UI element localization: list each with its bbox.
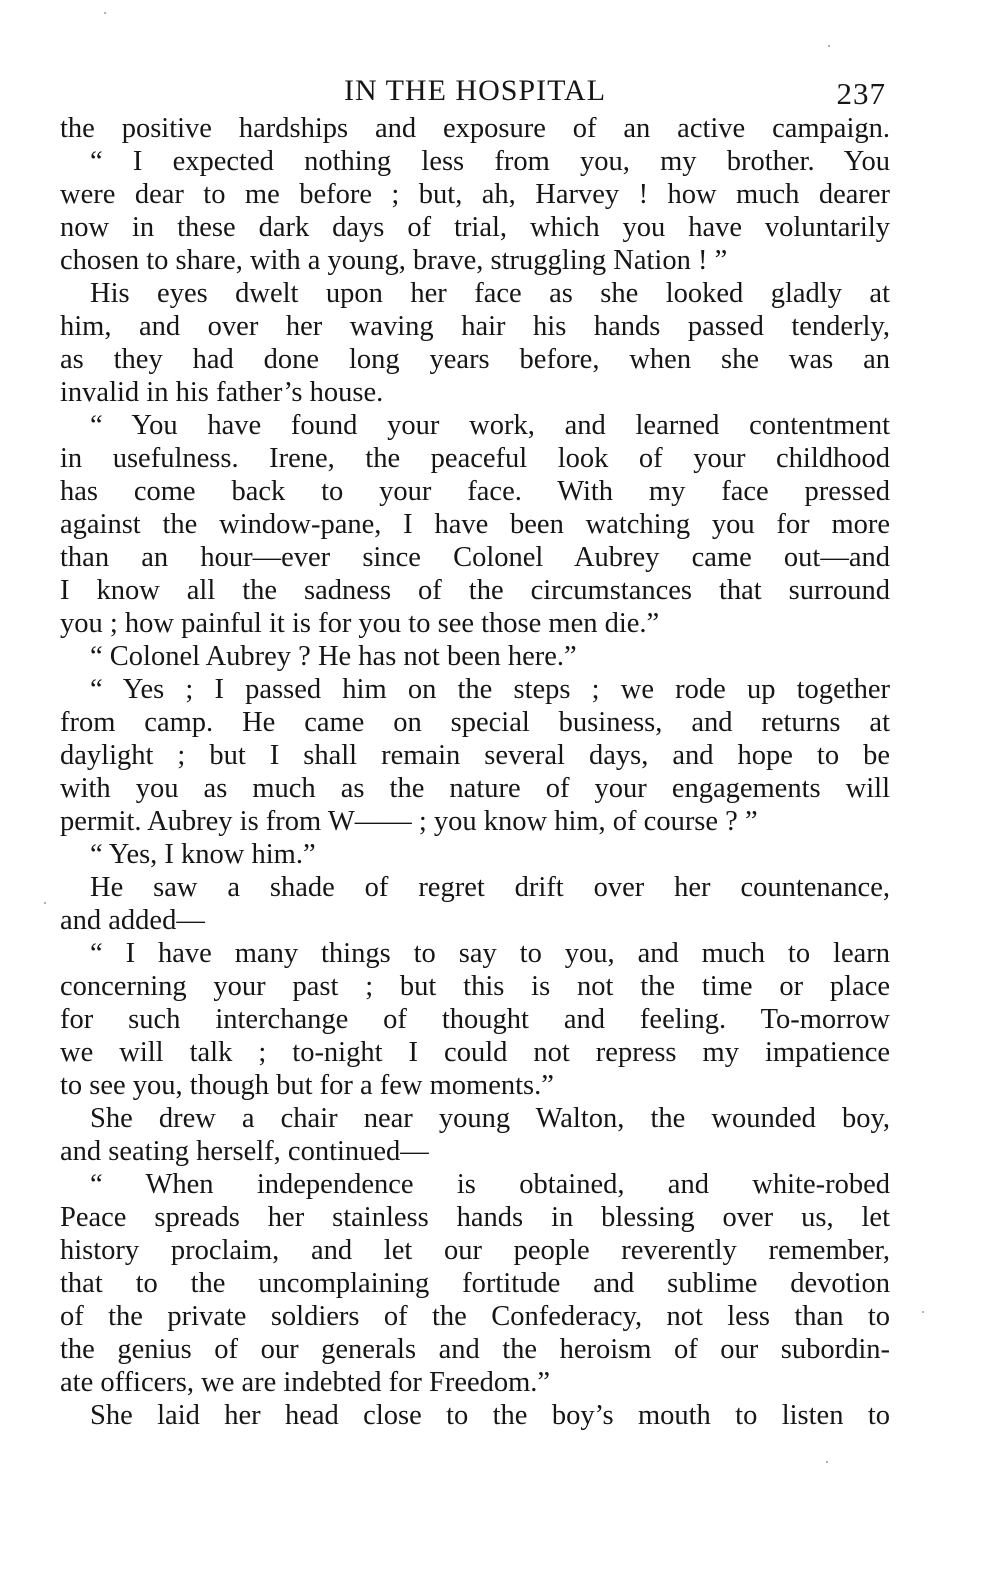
text-line: that to the uncomplaining fortitude and sublime devotion — [60, 1268, 890, 1299]
text-line: “ Yes ; I passed him on the steps ; we rode up together — [90, 674, 890, 705]
text-line: to see you, though but for a few moments.” — [60, 1070, 554, 1101]
scan-speck — [828, 45, 830, 47]
text-line: She laid her head close to the boy’s mouth to listen to — [90, 1400, 890, 1431]
text-line: concerning your past ; but this is not the time or place — [60, 971, 890, 1002]
text-line: I know all the sadness of the circumstances that surround — [60, 575, 890, 606]
text-line: than an hour—ever since Colonel Aubrey came out—and — [60, 542, 890, 573]
text-line: in usefulness. Irene, the peaceful look of your childhood — [60, 443, 890, 474]
scan-speck — [44, 902, 46, 904]
text-line: ate officers, we are indebted for Freedom.” — [60, 1367, 551, 1398]
text-line: and added— — [60, 905, 205, 936]
text-line: He saw a shade of regret drift over her countenance, — [90, 872, 890, 903]
text-line: of the private soldiers of the Confederacy, not less than to — [60, 1301, 890, 1332]
scan-speck — [104, 12, 106, 14]
text-line: the positive hardships and exposure of an active campaign. — [60, 113, 890, 144]
text-line: “ Colonel Aubrey ? He has not been here.” — [90, 641, 577, 672]
text-line: him, and over her waving hair his hands passed tenderly, — [60, 311, 890, 342]
text-line: “ You have found your work, and learned contentment — [90, 410, 890, 441]
running-head — [60, 68, 890, 112]
text-line: She drew a chair near young Walton, the wounded boy, — [90, 1103, 890, 1134]
text-line: we will talk ; to-night I could not repress my impatience — [60, 1037, 890, 1068]
page-number: 237 — [836, 76, 886, 111]
text-line: invalid in his father’s house. — [60, 377, 384, 408]
text-line: chosen to share, with a young, brave, struggling Nation ! ” — [60, 245, 728, 276]
text-line: has come back to your face. With my face pressed — [60, 476, 890, 507]
text-line: His eyes dwelt upon her face as she looked gladly at — [90, 278, 890, 309]
text-line: “ When independence is obtained, and white-robed — [90, 1169, 890, 1200]
text-line: were dear to me before ; but, ah, Harvey ! how much dearer — [60, 179, 890, 210]
body-text — [60, 112, 890, 1432]
text-line: now in these dark days of trial, which you have voluntarily — [60, 212, 890, 243]
text-line: “ Yes, I know him.” — [90, 839, 316, 870]
running-title: IN THE HOSPITAL — [343, 74, 607, 107]
text-line: “ I expected nothing less from you, my brother. You — [90, 146, 890, 177]
text-line: as they had done long years before, when she was an — [60, 344, 890, 375]
text-line: daylight ; but I shall remain several days, and hope to be — [60, 740, 890, 771]
scan-speck — [826, 1461, 828, 1463]
text-line: with you as much as the nature of your engagements will — [60, 773, 890, 804]
text-line: you ; how painful it is for you to see those men die.” — [60, 608, 660, 639]
text-line: from camp. He came on special business, and returns at — [60, 707, 890, 738]
scan-speck — [922, 1311, 924, 1313]
text-line: Peace spreads her stainless hands in blessing over us, let — [60, 1202, 890, 1233]
text-line: the genius of our generals and the heroism of our subordin- — [60, 1334, 890, 1365]
text-line: for such interchange of thought and feeling. To-morrow — [60, 1004, 890, 1035]
text-line: against the window-pane, I have been watching you for more — [60, 509, 890, 540]
text-line: permit. Aubrey is from W—— ; you know him, of course ? ” — [60, 806, 758, 837]
text-line: “ I have many things to say to you, and much to learn — [90, 938, 890, 969]
book-page — [60, 68, 890, 1432]
text-line: history proclaim, and let our people reverently remember, — [60, 1235, 890, 1266]
text-line: and seating herself, continued— — [60, 1136, 429, 1167]
